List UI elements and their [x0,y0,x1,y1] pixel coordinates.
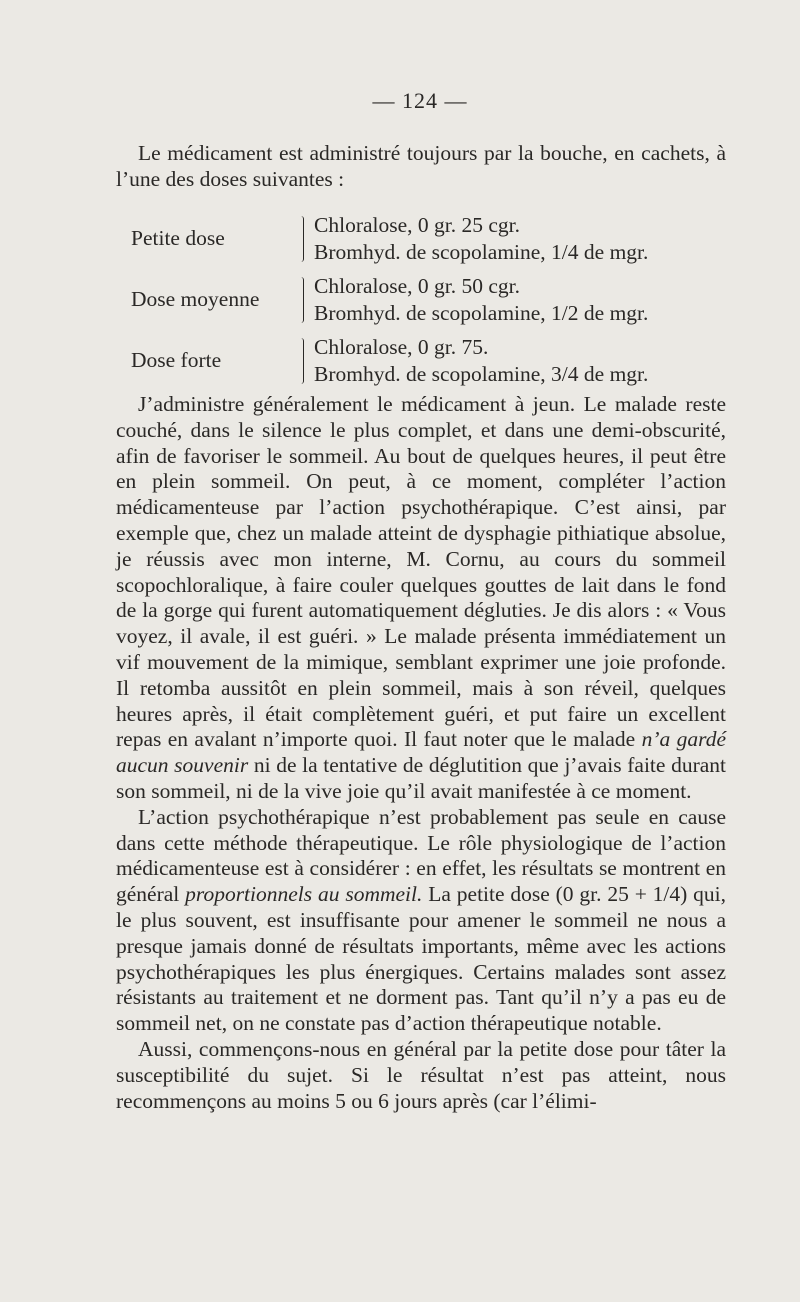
dose-line-chloralose: Chloralose, 0 gr. 75. [314,335,489,359]
paragraph-1 [116,392,726,805]
paragraph-2-end: La petite dose (0 gr. 25 + 1/4) qui, le plus souvent, est insuffisante pour amener le sommeil ne nous a presque jamais donné de résultats importants, même avec les actions psychothérapiques les plus énergiques. Certains malades sont assez résistants au traitement et ne dorment pas. Tant qu’il n’y a pas eu de sommeil net, on ne constate pas d’action thérapeutique notable. [116,882,727,1036]
dose-line-scopolamine: Bromhyd. de scopolamine, 1/4 de mgr. [314,240,649,264]
dose-line-scopolamine: Bromhyd. de scopolamine, 3/4 de mgr. [314,362,649,386]
dose-label: Petite dose [131,226,225,250]
page-number: — 124 — [372,88,468,113]
dose-line-chloralose: Chloralose, 0 gr. 25 cgr. [314,213,521,237]
intro-text: Le médicament est administré toujours par la bouche, en cachets, à l’une des doses suivantes : [116,141,726,191]
dose-row-petite [131,212,731,273]
body-text [116,392,726,1114]
dose-line-chloralose: Chloralose, 0 gr. 50 cgr. [314,274,521,298]
brace-icon [299,338,304,384]
dose-row-moyenne [131,273,731,334]
dose-line-scopolamine: Bromhyd. de scopolamine, 1/2 de mgr. [314,301,649,325]
dose-lines [314,212,648,266]
dose-label: Dose forte [131,348,222,372]
dose-label: Dose moyenne [131,287,260,311]
intro-paragraph [116,141,726,193]
paragraph-1-text: J’administre généralement le médicament à jeun. Le malade reste couché, dans le silence le plus complet, et dans une demi-obscurité, afin de favoriser le sommeil. Au bout de quelques heures, il peut être en plein sommeil. On peut, à ce moment, compléter l’action médicamenteuse par l’action psychothérapique. C’est ainsi, par exemple que, chez un malade atteint de dysphagie pithiatique absolue, je réussis avec mon interne, M. Cornu, au cours du sommeil scopochloralique, à faire couler quelques gouttes de lait dans le fond de la gorge qui furent automatiquement dégluties. Je dis alors : « Vous voyez, il avale, il est guéri. » Le malade présenta immédiatement un vif mouvement de la mimique, semblant exprimer une joie profonde. Il retomba aussitôt en plein sommeil, mais à son réveil, quelques heures après, il était complètement guéri, et put faire un excellent repas en avalant n’importe quoi. Il faut noter que le malade [116,392,726,752]
dose-lines [314,334,648,388]
brace-icon [299,277,304,323]
dose-table [131,212,731,395]
paragraph-1-end: ni de la tentative de déglutition que j’avais faite durant son sommeil, ni de la vive joie qu’il avait manifestée à ce moment. [116,753,726,803]
paragraph-2-italic: proportionnels au sommeil. [185,882,423,907]
brace-icon [299,216,304,262]
paragraph-3: Aussi, commençons-nous en général par la petite dose pour tâter la susceptibilité du sujet. Si le résultat n’est pas atteint, nous recommençons au moins 5 ou 6 jours après (car l’élimi- [116,1036,726,1113]
paragraph-1-italic: n’a gardé aucun souvenir [116,727,726,778]
paragraph-2-text: L’action psychothérapique n’est probablement pas seule en cause dans cette méthode thérapeutique. Le rôle physiologique de l’action médicamenteuse est à considérer : en effet, les résultats se montrent en général [116,804,726,907]
dose-row-forte [131,334,731,395]
dose-lines [314,273,648,327]
paragraph-2 [116,805,726,1037]
